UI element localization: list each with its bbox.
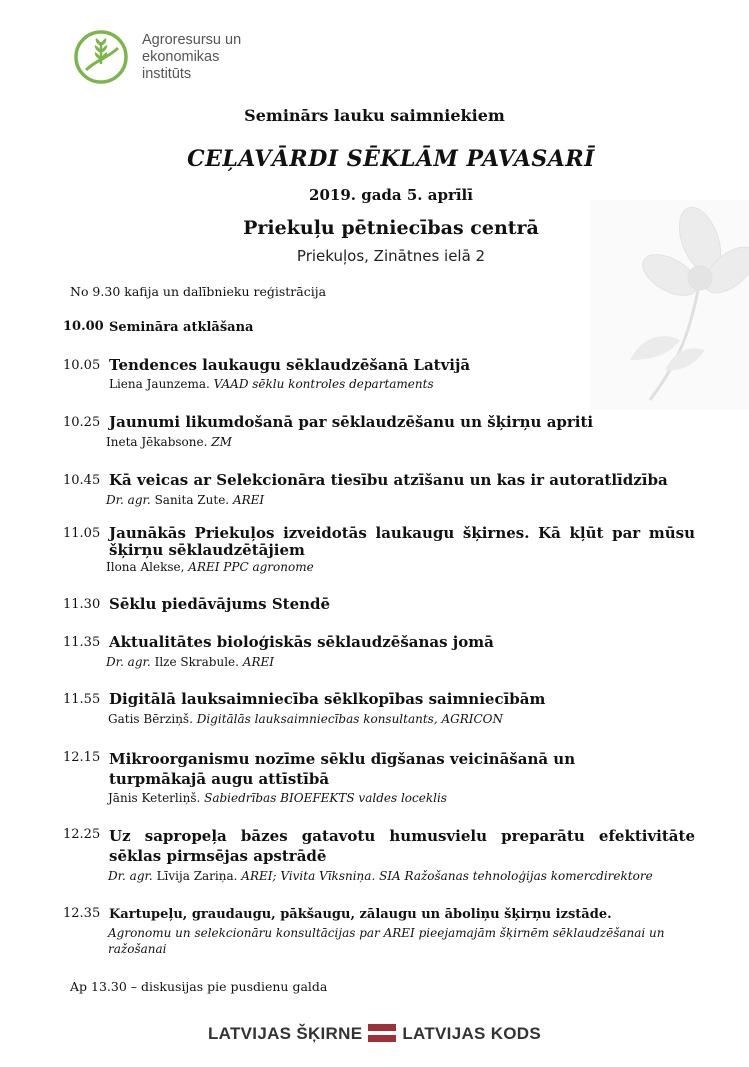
- agenda-speaker: [109, 376, 434, 392]
- agenda-title: Mikroorganismu nozīme sēklu dīgšanas veicināšanā un turpmākajā augu attīstībā: [109, 750, 576, 788]
- agenda-time: 10.45: [63, 473, 101, 488]
- institute-logo-icon: [72, 28, 130, 86]
- agenda-speaker: [108, 790, 447, 806]
- registration-note: No 9.30 kafija un dalībnieku reģistrācija: [70, 284, 327, 299]
- agenda-title: Kā veicas ar Selekcionāra tiesību atzīšanu un kas ir autoratlīdzība: [109, 471, 668, 489]
- latvian-flag-icon: [368, 1024, 396, 1042]
- speaker-prefix: Dr. agr.: [106, 493, 151, 507]
- agenda-time: 10.00: [63, 319, 104, 334]
- agenda-title: Tendences laukaugu sēklaudzēšanā Latvijā: [109, 356, 471, 374]
- speaker-name: Ilona Alekse,: [106, 560, 185, 574]
- agenda-speaker: [108, 868, 653, 884]
- agenda-speaker: [108, 711, 503, 727]
- speaker-prefix: Dr. agr.: [106, 655, 151, 669]
- event-address: Priekuļos, Zinātnes ielā 2: [296, 247, 486, 265]
- logo-line: Agroresursu un: [142, 32, 242, 48]
- agenda-title: Kartupeļu, graudaugu, pākšaugu, zālaugu un āboliņu šķirņu izstāde.: [109, 907, 612, 922]
- speaker-org: AREI: [232, 493, 265, 507]
- seminar-subtitle: Seminārs lauku saimniekiem: [244, 106, 505, 125]
- speaker-name: Jānis Keterliņš.: [108, 791, 201, 805]
- event-date: 2019. gada 5. aprīlī: [309, 186, 473, 204]
- speaker-name: Gatis Bērziņš.: [108, 712, 193, 726]
- speaker-name: Liena Jaunzema.: [109, 377, 210, 391]
- agenda-time: 12.35: [63, 906, 101, 921]
- logo-text: [142, 32, 272, 83]
- agenda-title: Semināra atklāšana: [109, 320, 254, 335]
- agenda-title: Jaunākās Priekuļos izveidotās laukaugu šķirnes. Kā kļūt par mūsu šķirņu sēklaudzētājiem: [109, 524, 695, 559]
- speaker-org: AREI PPC agronome: [188, 560, 314, 574]
- logo-line: institūts: [142, 66, 192, 82]
- speaker-name: Ilze Skrabule.: [154, 655, 239, 669]
- speaker-org: VAAD sēklu kontroles departaments: [213, 377, 434, 391]
- agenda-time: 12.15: [63, 750, 101, 765]
- event-venue: Priekuļu pētniecības centrā: [243, 217, 539, 239]
- agenda-title: Aktualitātes bioloģiskās sēklaudzēšanas jomā: [109, 633, 494, 651]
- speaker-org: Sabiedrības BIOEFEKTS valdes loceklis: [204, 791, 447, 805]
- agenda-note-text: Agronomu un selekcionāru konsultācijas par AREI pieejamajām šķirnēm sēklaudzēšanai un ražošanai: [108, 926, 665, 956]
- speaker-name: Ineta Jēkabsone.: [106, 435, 208, 449]
- speaker-name: Līvija Zariņa.: [156, 869, 238, 883]
- agenda-time: 12.25: [63, 827, 101, 842]
- agenda-speaker: [106, 559, 314, 575]
- page-title: CEĻAVĀRDI SĒKLĀM PAVASARĪ: [187, 146, 595, 172]
- speaker-org: AREI; Vivita Vīksniņa. SIA Ražošanas tehnoloģijas komercdirektore: [241, 869, 653, 883]
- closing-note: Ap 13.30 – diskusijas pie pusdienu galda: [70, 979, 328, 994]
- speaker-org: ZM: [211, 435, 232, 449]
- speaker-prefix: Dr. agr.: [108, 869, 153, 883]
- agenda-title: Jaunumi likumdošanā par sēklaudzēšanu un šķirņu apriti: [109, 413, 594, 431]
- agenda-speaker: [106, 492, 264, 508]
- agenda-note: [108, 925, 688, 957]
- speaker-org: AREI: [242, 655, 274, 669]
- agenda-time: 11.55: [63, 692, 101, 707]
- speaker-org: Digitālās lauksaimniecības konsultants, AGRICON: [196, 712, 504, 726]
- agenda-title: Uz sapropeļa bāzes gatavotu humusvielu preparātu efektivitāte sēklas pirmsējas apstrādē: [109, 827, 695, 865]
- agenda-speaker: [106, 434, 232, 450]
- footer-brand: [0, 1024, 749, 1044]
- agenda-time: 11.35: [63, 635, 101, 650]
- agenda-time: 10.05: [63, 358, 101, 373]
- agenda-title: Sēklu piedāvājums Stendē: [109, 595, 331, 613]
- footer-left-label: LATVIJAS ŠĶIRNE: [207, 1024, 363, 1043]
- agenda-time: 10.25: [63, 415, 101, 430]
- agenda-speaker: [106, 654, 274, 670]
- agenda-title: Digitālā lauksaimniecība sēklkopības saimniecībām: [109, 690, 546, 708]
- logo-line: ekonomikas: [142, 49, 220, 65]
- agenda-time: 11.30: [63, 597, 101, 612]
- agenda-time: 11.05: [63, 526, 101, 541]
- footer-right-label: LATVIJAS KODS: [402, 1024, 542, 1043]
- speaker-name: Sanita Zute.: [154, 493, 230, 507]
